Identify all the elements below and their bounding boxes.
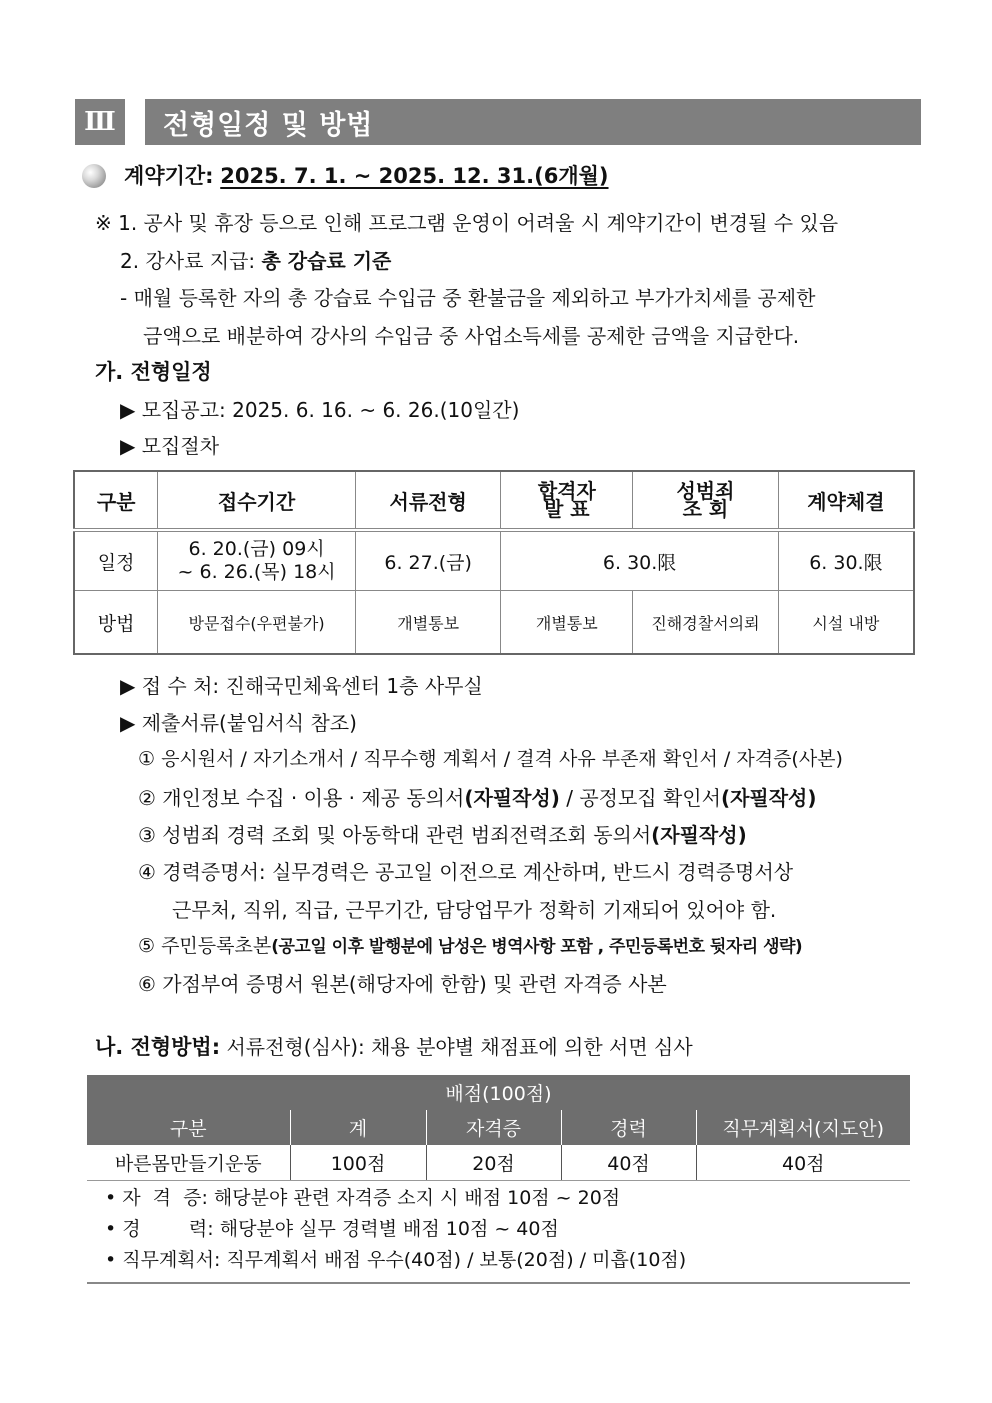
doc-5-part-a: ⑤ 주민등록초본 bbox=[138, 935, 272, 957]
doc-6: ⑥ 가점부여 증명서 원본(해당자에 한함) 및 관련 자격증 사본 bbox=[138, 972, 667, 996]
header-category: 구분 bbox=[74, 471, 158, 530]
cell-contract-method: 시설 내방 bbox=[778, 591, 914, 655]
note-2-prefix: 2. 강사료 지급: bbox=[120, 249, 262, 273]
recruit-notice: ▶ 모집공고: 2025. 6. 16. ~ 6. 26.(10일간) bbox=[120, 398, 520, 422]
header-result-line2: 발 표 bbox=[544, 497, 590, 521]
score-header-category: 구분 bbox=[87, 1110, 290, 1145]
score-cell-certificate: 20점 bbox=[426, 1145, 561, 1181]
score-table-header bbox=[87, 1110, 910, 1145]
method-heading-line bbox=[95, 1031, 693, 1061]
row-label-schedule: 일정 bbox=[74, 530, 158, 591]
score-header-plan: 직무계획서(지도안) bbox=[696, 1110, 910, 1145]
doc-1: ① 응시원서 / 자기소개서 / 직무수행 계획서 / 결격 사유 부존재 확인서 / 자격증(사본) bbox=[138, 748, 843, 770]
header-document-screening: 서류전형 bbox=[355, 471, 501, 530]
method-description: 서류전형(심사): 채용 분야별 채점표에 의한 서면 심사 bbox=[220, 1035, 693, 1059]
score-note-career: • 경 력: 해당분야 실무 경력별 배점 10점 ~ 40점 bbox=[105, 1218, 559, 1240]
note-3-line-2: 금액으로 배분하여 강사의 수입금 중 사업소득세를 공제한 금액을 지급한다. bbox=[143, 324, 800, 348]
header-crime-line1: 성범죄 bbox=[676, 479, 735, 503]
contract-label: 계약기간: bbox=[124, 164, 214, 188]
documents-title: ▶ 제출서류(붙임서식 참조) bbox=[120, 711, 357, 735]
score-note-plan: • 직무계획서: 직무계획서 배점 우수(40점) / 보통(20점) / 미흡(10점) bbox=[105, 1249, 687, 1271]
cell-document-method: 개별통보 bbox=[355, 591, 501, 655]
table-row-schedule bbox=[74, 530, 914, 591]
note-3-line-1: - 매월 등록한 자의 총 강습료 수입금 중 환불금을 제외하고 부가가치세를 공제한 bbox=[120, 286, 816, 310]
schedule-table-header bbox=[74, 471, 914, 530]
doc-3-part-b: (자필작성) bbox=[651, 823, 747, 847]
note-2 bbox=[120, 245, 391, 274]
cell-contract-date: 6. 30.限 bbox=[778, 530, 914, 591]
section-title: 전형일정 및 방법 bbox=[145, 99, 921, 145]
note-1: ※ 1. 공사 및 휴장 등으로 인해 프로그램 운영이 어려울 시 계약기간이 변경될 수 있음 bbox=[95, 211, 839, 235]
method-heading: 나. 전형방법: bbox=[95, 1035, 221, 1059]
section-number: Ⅲ bbox=[75, 99, 125, 145]
doc-2-part-d: (자필작성) bbox=[720, 786, 817, 810]
score-cell-total: 100점 bbox=[290, 1145, 426, 1181]
doc-4-line-2: 근무처, 직위, 직급, 근무기간, 담당업무가 정확히 기재되어 있어야 함. bbox=[172, 898, 777, 922]
schedule-heading: 가. 전형일정 bbox=[95, 360, 212, 384]
cell-announce-method: 개별통보 bbox=[501, 591, 633, 655]
doc-2 bbox=[138, 782, 817, 811]
note-2-bold: 총 강습료 기준 bbox=[261, 249, 392, 273]
schedule-table bbox=[73, 470, 915, 655]
score-table bbox=[87, 1075, 910, 1181]
header-result-announcement bbox=[501, 471, 633, 530]
doc-5 bbox=[138, 931, 802, 958]
score-table-title-row bbox=[87, 1075, 910, 1110]
header-result-line1: 합격자 bbox=[537, 479, 596, 503]
score-table-title: 배점(100점) bbox=[87, 1075, 910, 1110]
table-row-method bbox=[74, 591, 914, 655]
bullet-circle-icon bbox=[82, 164, 106, 188]
cell-reception-method: 방문접수(우편불가) bbox=[158, 591, 356, 655]
score-cell-category: 바른몸만들기운동 bbox=[87, 1145, 290, 1181]
procedure-title: ▶ 모집절차 bbox=[120, 434, 220, 458]
doc-3 bbox=[138, 819, 747, 848]
header-contract: 계약체결 bbox=[778, 471, 914, 530]
header-reception-period: 접수기간 bbox=[158, 471, 356, 530]
score-note-certificate: • 자 격 증: 해당분야 관련 자격증 소지 시 배점 10점 ~ 20점 bbox=[105, 1187, 621, 1209]
cell-reception-period bbox=[158, 530, 356, 591]
doc-2-part-a: ② 개인정보 수집 · 이용 · 제공 동의서 bbox=[138, 786, 465, 810]
header-crime-check bbox=[633, 471, 779, 530]
score-notes bbox=[87, 1183, 910, 1284]
cell-document-date: 6. 27.(금) bbox=[355, 530, 501, 591]
header-crime-line2: 조 회 bbox=[682, 497, 729, 521]
contract-value: 2025. 7. 1. ~ 2025. 12. 31.(6개월) bbox=[220, 164, 609, 188]
score-cell-plan: 40점 bbox=[696, 1145, 910, 1181]
doc-2-part-c: / 공정모집 확인서 bbox=[559, 786, 721, 810]
cell-check-method: 진해경찰서의뢰 bbox=[633, 591, 779, 655]
score-table-row bbox=[87, 1145, 910, 1181]
reception-place: ▶ 접 수 처: 진해국민체육센터 1층 사무실 bbox=[120, 674, 483, 698]
score-cell-career: 40점 bbox=[561, 1145, 696, 1181]
score-header-certificate: 자격증 bbox=[426, 1110, 561, 1145]
doc-3-part-a: ③ 성범죄 경력 조회 및 아동학대 관련 범죄전력조회 동의서 bbox=[138, 823, 652, 847]
doc-5-part-b: (공고일 이후 발행분에 남성은 병역사항 포함 , 주민등록번호 뒷자리 생략) bbox=[271, 937, 803, 957]
score-header-total: 계 bbox=[290, 1110, 426, 1145]
cell-result-check-date: 6. 30.限 bbox=[501, 530, 778, 591]
reception-line2: ~ 6. 26.(목) 18시 bbox=[177, 561, 336, 583]
row-label-method: 방법 bbox=[74, 591, 158, 655]
score-header-career: 경력 bbox=[561, 1110, 696, 1145]
doc-4-line-1: ④ 경력증명서: 실무경력은 공고일 이전으로 계산하며, 반드시 경력증명서상 bbox=[138, 860, 794, 884]
contract-period bbox=[124, 160, 609, 190]
doc-2-part-b: (자필작성) bbox=[464, 786, 560, 810]
reception-line1: 6. 20.(금) 09시 bbox=[188, 538, 325, 560]
